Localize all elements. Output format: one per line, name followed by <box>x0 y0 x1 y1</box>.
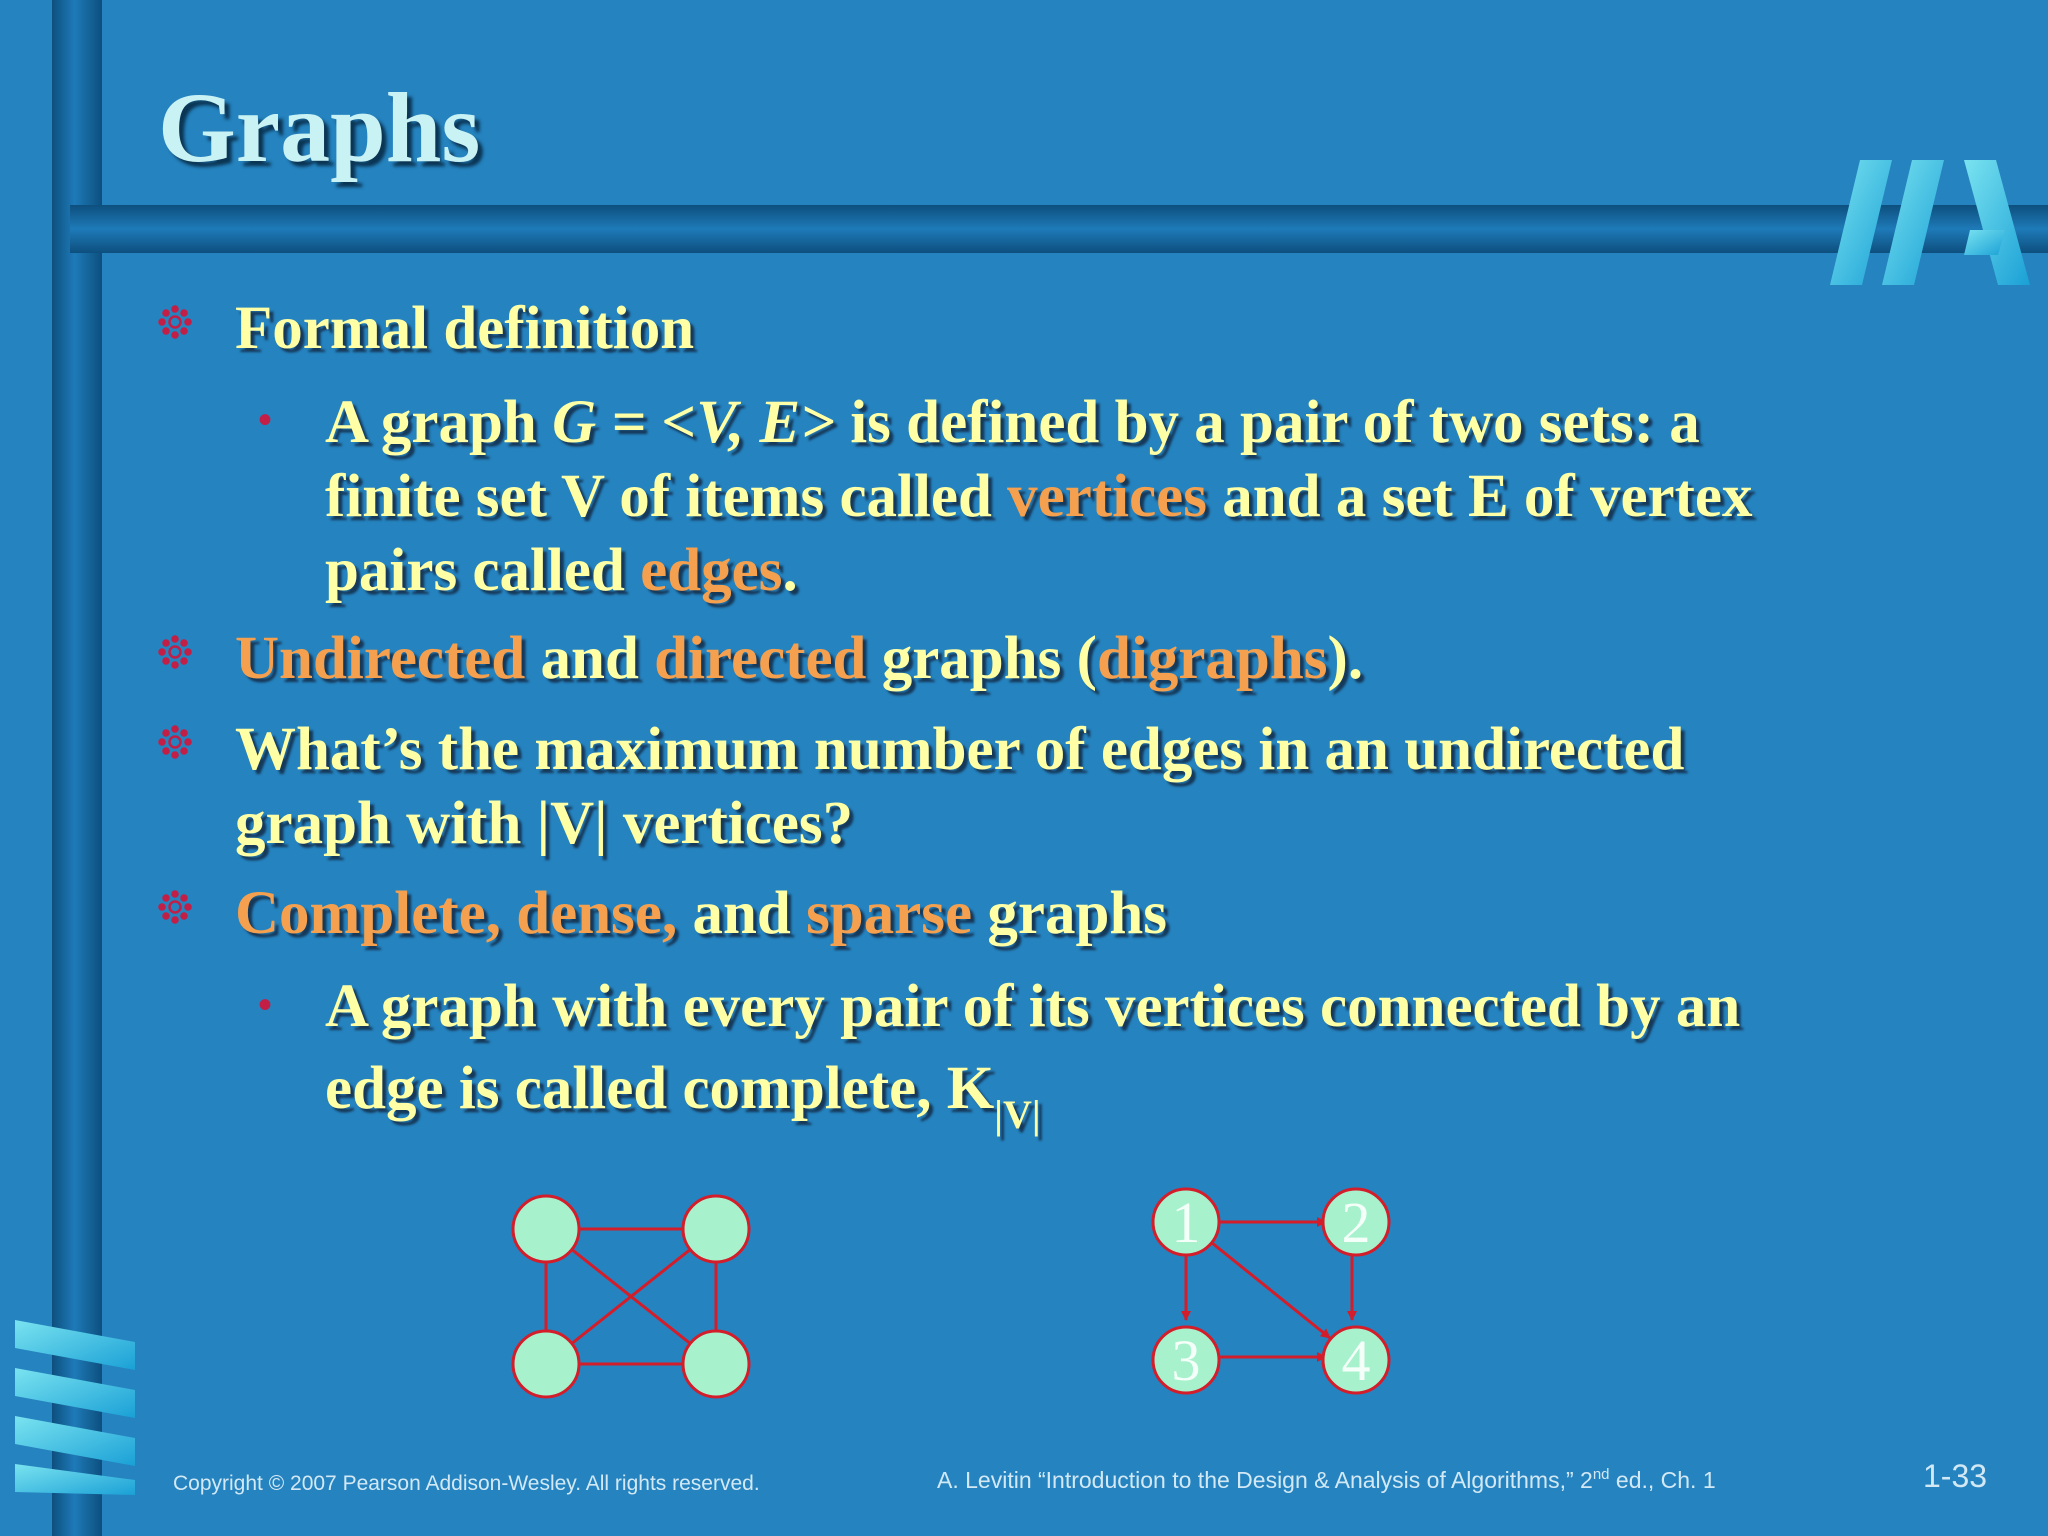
node-label: 4 <box>1341 1328 1371 1393</box>
flower-bullet-icon <box>158 305 192 339</box>
graph-node <box>513 1196 579 1262</box>
complete-graph-diagram <box>500 1180 770 1410</box>
sub-bullet: • <box>258 983 273 1027</box>
copyright-notice: Copyright © 2007 Pearson Addison-Wesley. All rights reserved. <box>173 1472 760 1495</box>
bullet-max-edges-line-1: What’s the maximum number of edges in an undirected <box>235 716 1685 783</box>
citation: A. Levitin “Introduction to the Design & Analysis of Algorithms,” 2nd ed., Ch. 1 <box>937 1466 1716 1493</box>
node-label: 1 <box>1171 1190 1201 1255</box>
title-underline-bar <box>70 205 2048 253</box>
complete-graph-line-1: A graph with every pair of its vertices connected by an <box>325 973 1741 1040</box>
graph-node <box>683 1196 749 1262</box>
graph-node <box>513 1331 579 1397</box>
digraph-diagram <box>1140 1180 1410 1410</box>
bullet-formal-definition: Formal definition <box>235 295 695 362</box>
page-number: 1-33 <box>1923 1458 1988 1494</box>
bullet-undirected-directed: Undirected and directed graphs (digraphs). <box>235 625 1364 692</box>
corner-logo <box>1830 160 2030 285</box>
graph-node <box>683 1331 749 1397</box>
bullet-complete-dense-sparse: Complete, dense, and sparse graphs <box>235 880 1168 947</box>
flower-bullet-icon <box>158 725 192 759</box>
flower-bullet-icon <box>158 890 192 924</box>
sub-bullet: • <box>258 398 273 442</box>
definition-line-1: A graph G = <V, E> is defined by a pair of two sets: a <box>325 389 1700 456</box>
node-label: 3 <box>1171 1328 1201 1393</box>
complete-graph-line-2: edge is called complete, $K_{|V|}$ <box>325 1055 1041 1137</box>
bottom-left-logo <box>15 1320 140 1495</box>
definition-line-2: finite set V of items called vertices and a set E of vertex <box>325 463 1753 530</box>
definition-line-3: pairs called edges. <box>325 537 798 604</box>
node-label: 2 <box>1341 1190 1371 1255</box>
flower-bullet-icon <box>158 635 192 669</box>
slide-title: Graphs <box>158 72 481 183</box>
bullet-max-edges-line-2: graph with |V| vertices? <box>235 790 854 857</box>
